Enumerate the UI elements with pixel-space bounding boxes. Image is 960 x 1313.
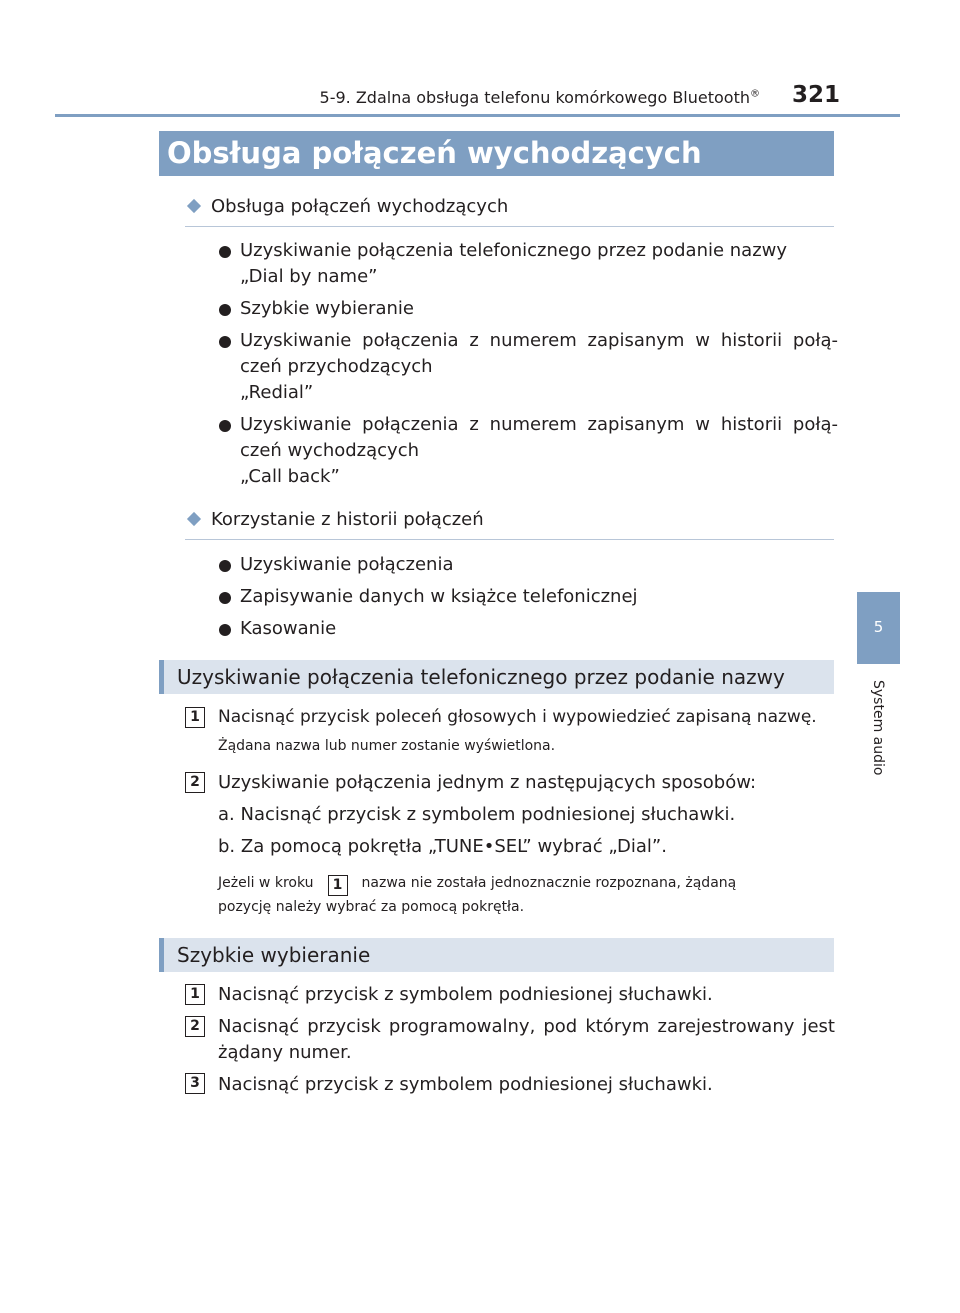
dial-by-name-heading: Uzyskiwanie połączenia telefonicznego przez podanie nazwy (159, 660, 834, 694)
list-item-line: „Dial by name” (240, 266, 378, 287)
history-bullet-list (218, 552, 838, 648)
main-title: Obsługa połączeń wychodzących (159, 131, 834, 176)
step-option: a. Nacisnąć przycisk z symbolem podniesionej słuchawki. (218, 804, 736, 825)
bullet-icon (219, 336, 231, 348)
chapter-tab-label: System audio (870, 680, 886, 776)
bullet-icon (219, 560, 231, 572)
list-item (218, 552, 838, 578)
step-number-box: 2 (185, 1016, 205, 1037)
list-item-line: Zapisywanie danych w książce telefonicznej (240, 586, 638, 607)
list-item-line: czeń wychodzących (240, 440, 419, 461)
step-number-box: 3 (185, 1073, 205, 1094)
registered-mark: ® (750, 88, 760, 100)
section-heading-text: Obsługa połączeń wychodzących (211, 196, 509, 217)
step-note-line: pozycję należy wybrać za pomocą pokrętła. (218, 899, 525, 915)
step-option: b. Za pomocą pokrętła „TUNE•SEL” wybrać „Dial”. (218, 836, 667, 857)
bullet-icon (219, 420, 231, 432)
diamond-icon (187, 512, 201, 526)
list-item-line: Kasowanie (240, 618, 337, 639)
step-text: Nacisnąć przycisk z symbolem podniesionej słuchawki. (218, 984, 713, 1005)
note-text-part: nazwa nie została jednoznacznie rozpoznana, żądaną (361, 875, 737, 891)
list-item-line: Uzyskiwanie połączenia z numerem zapisanym w historii połą- (240, 330, 838, 351)
step-reference-box: 1 (328, 875, 348, 896)
step-text: Uzyskiwanie połączenia jednym z następujących sposobów: (218, 772, 757, 793)
step-number-box: 1 (185, 984, 205, 1005)
chapter-tab (857, 592, 900, 664)
list-item (218, 238, 838, 290)
step-text: Nacisnąć przycisk z symbolem podniesionej słuchawki. (218, 1074, 713, 1095)
list-item-line: Szybkie wybieranie (240, 298, 414, 319)
step-text: Nacisnąć przycisk programowalny, pod którym zarejestrowany jest (218, 1016, 835, 1037)
list-item-line: „Redial” (240, 382, 314, 403)
step-text: Nacisnąć przycisk poleceń głosowych i wypowiedzieć zapisaną nazwę. (218, 707, 817, 727)
list-item (218, 296, 838, 322)
list-item-line: czeń przychodzących (240, 356, 433, 377)
list-item-line: Uzyskiwanie połączenia z numerem zapisanym w historii połą- (240, 414, 838, 435)
bullet-icon (219, 624, 231, 636)
header-rule (55, 114, 900, 117)
list-item (218, 584, 838, 610)
bullet-icon (219, 246, 231, 258)
list-item-line: Uzyskiwanie połączenia (240, 554, 454, 575)
page-number: 321 (791, 82, 840, 108)
list-item-line: Uzyskiwanie połączenia telefonicznego przez podanie nazwy (240, 240, 788, 261)
section-heading-history (185, 509, 834, 540)
note-text-part: Jeżeli w kroku (218, 875, 314, 891)
step-text-line: żądany numer. (218, 1042, 352, 1063)
outgoing-bullet-list (218, 238, 838, 496)
section-heading-outgoing (185, 196, 834, 227)
step-note (218, 872, 835, 896)
step-number-box: 1 (185, 707, 205, 728)
chapter-title: 5-9. Zdalna obsługa telefonu komórkowego Bluetooth (319, 88, 750, 107)
running-header (310, 88, 760, 107)
speed-dial-heading: Szybkie wybieranie (159, 938, 834, 972)
list-item-line: „Call back” (240, 466, 340, 487)
list-item (218, 412, 838, 490)
list-item (218, 328, 838, 406)
chapter-tab-number: 5 (873, 618, 884, 636)
bullet-icon (219, 592, 231, 604)
list-item (218, 616, 838, 642)
diamond-icon (187, 199, 201, 213)
section-heading-text: Korzystanie z historii połączeń (211, 509, 484, 530)
bullet-icon (219, 304, 231, 316)
step-number-box: 2 (185, 772, 205, 793)
step-note: Żądana nazwa lub numer zostanie wyświetlona. (218, 738, 556, 754)
